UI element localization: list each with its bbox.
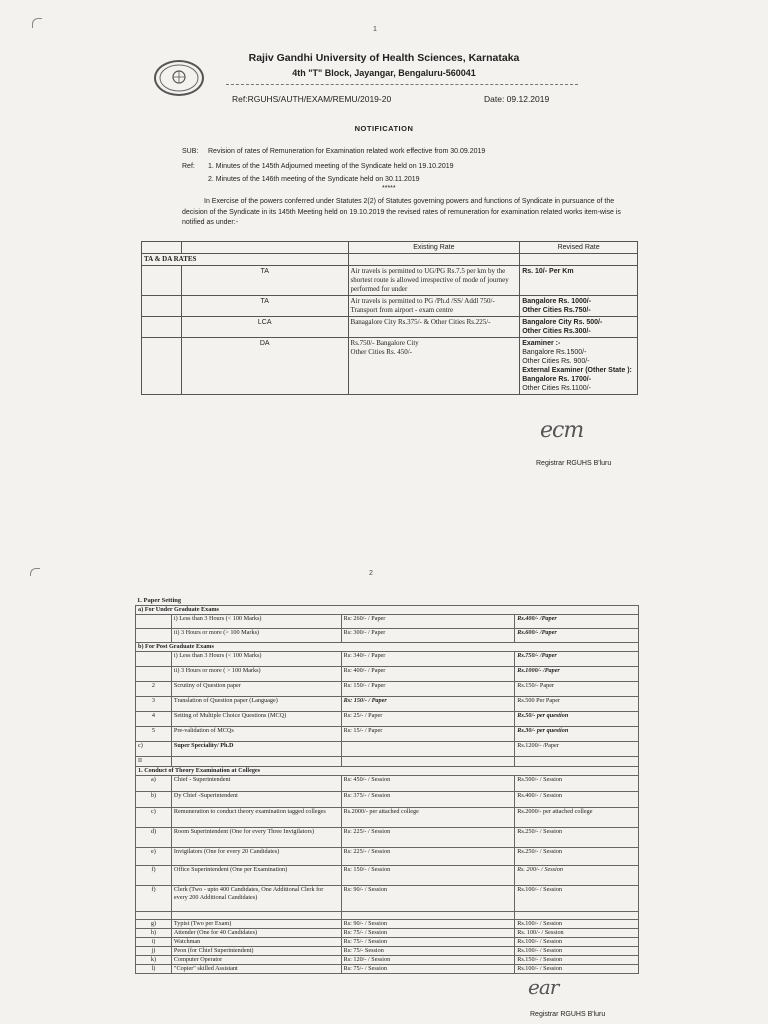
row-item: Peon (for Chief Superintendent) — [171, 947, 341, 956]
row-item: DA — [181, 338, 348, 395]
row-revised: Rs.400/- /Paper — [515, 615, 639, 629]
row-revised: Rs.1200/- /Paper — [515, 742, 639, 757]
row-existing: Air travels is permitted to PG /Ph.d /SS/ Addl 750/- Transport from airport - exam centre — [348, 296, 520, 317]
row-item: Setting of Multiple Choice Questions (MCQ) — [171, 712, 341, 727]
row-item: ii) 3 Hours or more ( > 100 Marks) — [171, 667, 341, 682]
row-existing: Rs: 300/- / Paper — [341, 629, 515, 643]
row-revised: Rs.400/- / Session — [515, 792, 639, 808]
row-revised-line: External Examiner (Other State ): Bangalore Rs. 1700/- — [522, 367, 632, 383]
registrar-title-1: Registrar RGUHS B'luru — [536, 460, 612, 467]
row-revised: Rs.100/- / Session — [515, 947, 639, 956]
row-number: 2 — [136, 682, 172, 697]
row-existing: Rs: 15/- / Paper — [341, 727, 515, 742]
row-existing: Rs: 75/- / Session — [341, 938, 515, 947]
row-number: f) — [136, 866, 172, 886]
registrar-signature-1: ecm — [540, 418, 584, 443]
row-existing: Rs: 225/- / Session — [341, 848, 515, 866]
row-number: 4 — [136, 712, 172, 727]
university-logo-icon — [154, 60, 204, 96]
row-revised: Rs.100/- / Session — [515, 886, 639, 912]
row-revised-line: Bangalore City Rs. 500/- — [522, 319, 603, 326]
university-name: Rajiv Gandhi University of Health Sciences, Karnataka — [248, 52, 520, 64]
row-revised: Rs.750/- /Paper — [515, 652, 639, 667]
row-revised: Rs.500 Per Paper — [515, 697, 639, 712]
row-existing: Rs: 400/- / Paper — [341, 667, 515, 682]
registrar-title-2: Registrar RGUHS B'luru — [530, 1011, 606, 1018]
row-revised: Rs.2000/- per attached college — [515, 808, 639, 828]
row-number: h) — [136, 929, 172, 938]
row-existing: Rs.2000/- per attached college — [341, 808, 515, 828]
row-revised: Rs.1000/- /Paper — [515, 667, 639, 682]
row-item: Office Superintendent (One per Examination) — [171, 866, 341, 886]
row-number: b) — [136, 792, 172, 808]
row-item: TA — [181, 266, 348, 296]
row-item: i) Less than 3 Hours (< 100 Marks) — [171, 615, 341, 629]
row-item: "Copier" skilled Assistant — [171, 965, 341, 974]
row-existing: Rs: 150/- / Paper — [341, 697, 515, 712]
row-number: c) — [136, 742, 172, 757]
table-row — [142, 266, 638, 296]
row-revised: Rs.250/- / Session — [515, 828, 639, 848]
pg-exams-title: b) For Post Graduate Exams — [136, 643, 639, 652]
reference-1: 1. Minutes of the 145th Adjourned meeting of the Syndicate held on 19.10.2019 — [208, 163, 454, 170]
row-number: f) — [136, 886, 172, 912]
separator-stars: ***** — [382, 185, 396, 192]
table-row — [136, 615, 639, 629]
row-item: Computer Operator — [171, 956, 341, 965]
row-revised: Rs. 200/- / Session — [515, 866, 639, 886]
row-existing: Rs: 150/- / Paper — [341, 682, 515, 697]
row-revised: Rs.150/- Paper — [515, 682, 639, 697]
row-item: LCA — [181, 317, 348, 338]
row-existing: Banagalore City Rs.375/- & Other Cities Rs.225/- — [348, 317, 520, 338]
conduct-theory-heading: 1. Conduct of Theory Examination at Colleges — [136, 767, 639, 776]
row-item: Remuneration to conduct theory examination tagged colleges — [171, 808, 341, 828]
row-number: a) — [136, 776, 172, 792]
row-item: Dy Chief -Superintendent — [171, 792, 341, 808]
row-revised: Rs.250/- / Session — [515, 848, 639, 866]
row-existing: Rs: 450/- / Session — [341, 776, 515, 792]
row-revised-line: Examiner :- — [522, 340, 561, 347]
col-revised-rate: Revised Rate — [520, 242, 638, 254]
super-speciality-label: Super Speciality/ Ph.D — [171, 742, 341, 757]
header-divider — [226, 84, 578, 85]
table-row — [136, 848, 639, 866]
row-number: c) — [136, 808, 172, 828]
row-existing: Rs: 150/- / Session — [341, 866, 515, 886]
row-existing: Air travels is permitted to UG/PG Rs.7.5 per km by the shortest route is allowed irrespective of mode of journey performed for under — [348, 266, 520, 296]
row-revised-line: Other Cities Rs.1100/- — [522, 385, 591, 392]
row-revised-line: Other Cities Rs.750/- — [522, 307, 591, 314]
scan-mark — [30, 568, 40, 576]
table-row — [136, 828, 639, 848]
row-revised: Rs.100/- / Session — [515, 965, 639, 974]
row-item: Chief - Superintendent — [171, 776, 341, 792]
col-existing-rate: Existing Rate — [348, 242, 520, 254]
row-number: 3 — [136, 697, 172, 712]
row-item: Typist (Two per Exam) — [171, 920, 341, 929]
row-item: i) Less than 3 Hours (< 100 Marks) — [171, 652, 341, 667]
university-address: 4th "T" Block, Jayangar, Bengaluru-560041 — [292, 68, 476, 78]
table-row — [136, 965, 639, 974]
row-number — [136, 667, 172, 682]
table-row — [136, 938, 639, 947]
table-row — [136, 629, 639, 643]
row-existing: Rs: 375/- / Session — [341, 792, 515, 808]
reference-number: Ref:RGUHS/AUTH/EXAM/REMU/2019-20 — [232, 94, 392, 104]
row-item: TA — [181, 296, 348, 317]
row-existing: Rs: 75/- / Session — [341, 965, 515, 974]
row-existing: Rs: 120/- / Session — [341, 956, 515, 965]
ta-da-rates-table — [141, 241, 638, 395]
row-revised: Rs.100/- / Session — [515, 938, 639, 947]
row-item: Pre-validation of MCQs — [171, 727, 341, 742]
remuneration-table — [135, 605, 639, 974]
row-revised: Rs.600/- /Paper — [515, 629, 639, 643]
row-existing: Rs: 75/- Session — [341, 947, 515, 956]
registrar-signature-2: ear — [528, 975, 559, 999]
row-revised: Rs.500/- / Session — [515, 776, 639, 792]
table-row — [136, 920, 639, 929]
row-existing: Rs: 260/- / Paper — [341, 615, 515, 629]
ug-exams-title: a) For Under Graduate Exams — [136, 606, 639, 615]
paper-setting-heading: 1. Paper Setting — [137, 597, 182, 604]
row-item: Attender (One for 40 Candidates) — [171, 929, 341, 938]
row-revised-line: Other Cities Rs.300/- — [522, 328, 591, 335]
row-existing: Rs: 340/- / Paper — [341, 652, 515, 667]
row-revised: Rs.150/- / Session — [515, 956, 639, 965]
table-row — [136, 929, 639, 938]
table-row — [136, 682, 639, 697]
table-row — [136, 652, 639, 667]
row-revised: Rs. 100/- / Session — [515, 929, 639, 938]
table-row — [136, 866, 639, 886]
table-row — [136, 667, 639, 682]
row-number: i) — [136, 938, 172, 947]
row-number: e) — [136, 848, 172, 866]
row-revised-line: Bangalore Rs.1500/- — [522, 349, 587, 356]
table-row — [136, 727, 639, 742]
page-number-1: 1 — [373, 26, 377, 33]
table-row — [142, 338, 638, 395]
subject-text: Revision of rates of Remuneration for Examination related work effective from 30.09.2019 — [208, 148, 486, 155]
row-number: g) — [136, 920, 172, 929]
row-item: ii) 3 Hours or more (> 100 Marks) — [171, 629, 341, 643]
table-row — [136, 776, 639, 792]
row-revised-line: Bangalore Rs. 1000/- — [522, 298, 592, 305]
reference-2: 2. Minutes of the 146th meeting of the Syndicate held on 30.11.2019 — [208, 176, 420, 183]
row-existing: Rs: 25/- / Paper — [341, 712, 515, 727]
scan-mark — [32, 18, 42, 28]
page-number-2: 2 — [369, 570, 373, 577]
row-item: Room Superintendent (One for every Three Invigilators) — [171, 828, 341, 848]
notification-date: Date: 09.12.2019 — [484, 94, 550, 104]
table-row — [142, 296, 638, 317]
table-row — [142, 317, 638, 338]
row-item: Translation of Question paper (Language) — [171, 697, 341, 712]
subject-label: SUB: — [182, 148, 199, 155]
table-row — [136, 808, 639, 828]
row-revised: Rs.100/- / Session — [515, 920, 639, 929]
row-number: j) — [136, 947, 172, 956]
row-number: k) — [136, 956, 172, 965]
row-item: Invigilators (One for every 20 Candidates) — [171, 848, 341, 866]
notification-paragraph: In Exercise of the powers conferred under Statutes 2(2) of Statutes governing powers and functions of Syndicate in pursuance of the decision of the Syndicate in its 145th Meeting held on 19.10.2019 the revised rates of remuneration for examination related works item-wise is notified as under:- — [182, 198, 621, 226]
section-numeral: II — [136, 757, 172, 767]
row-number: l) — [136, 965, 172, 974]
row-existing-line: Rs.750/- Bangalore City — [350, 339, 419, 347]
row-existing: Rs: 75/- / Session — [341, 929, 515, 938]
row-number — [136, 652, 172, 667]
row-existing: Rs: 90/- / Session — [341, 920, 515, 929]
table-row — [136, 886, 639, 912]
row-revised-line: Other Cities Rs. 900/- — [522, 358, 590, 365]
ta-da-section-title: TA & DA RATES — [142, 254, 349, 266]
row-item: Clerk (Two - upto 400 Candidates, One Additional Clerk for every 200 Additional Candidates) — [171, 886, 341, 912]
reference-label: Ref: — [182, 163, 195, 170]
row-item: Scrutiny of Question paper — [171, 682, 341, 697]
row-number: 5 — [136, 727, 172, 742]
table-row — [136, 712, 639, 727]
row-item: Watchman — [171, 938, 341, 947]
row-existing-line: Other Cities Rs. 450/- — [350, 348, 412, 356]
table-row — [136, 956, 639, 965]
table-row — [136, 697, 639, 712]
row-revised: Rs. 10/- Per Km — [520, 266, 638, 296]
table-row — [136, 742, 639, 757]
row-number: d) — [136, 828, 172, 848]
table-row — [136, 947, 639, 956]
row-existing: Rs: 225/- / Session — [341, 828, 515, 848]
table-row — [136, 792, 639, 808]
notification-title: NOTIFICATION — [354, 124, 414, 133]
row-revised: Rs.30/- per question — [515, 727, 639, 742]
row-revised: Rs.50/- per question — [515, 712, 639, 727]
row-existing: Rs: 90/- / Session — [341, 886, 515, 912]
